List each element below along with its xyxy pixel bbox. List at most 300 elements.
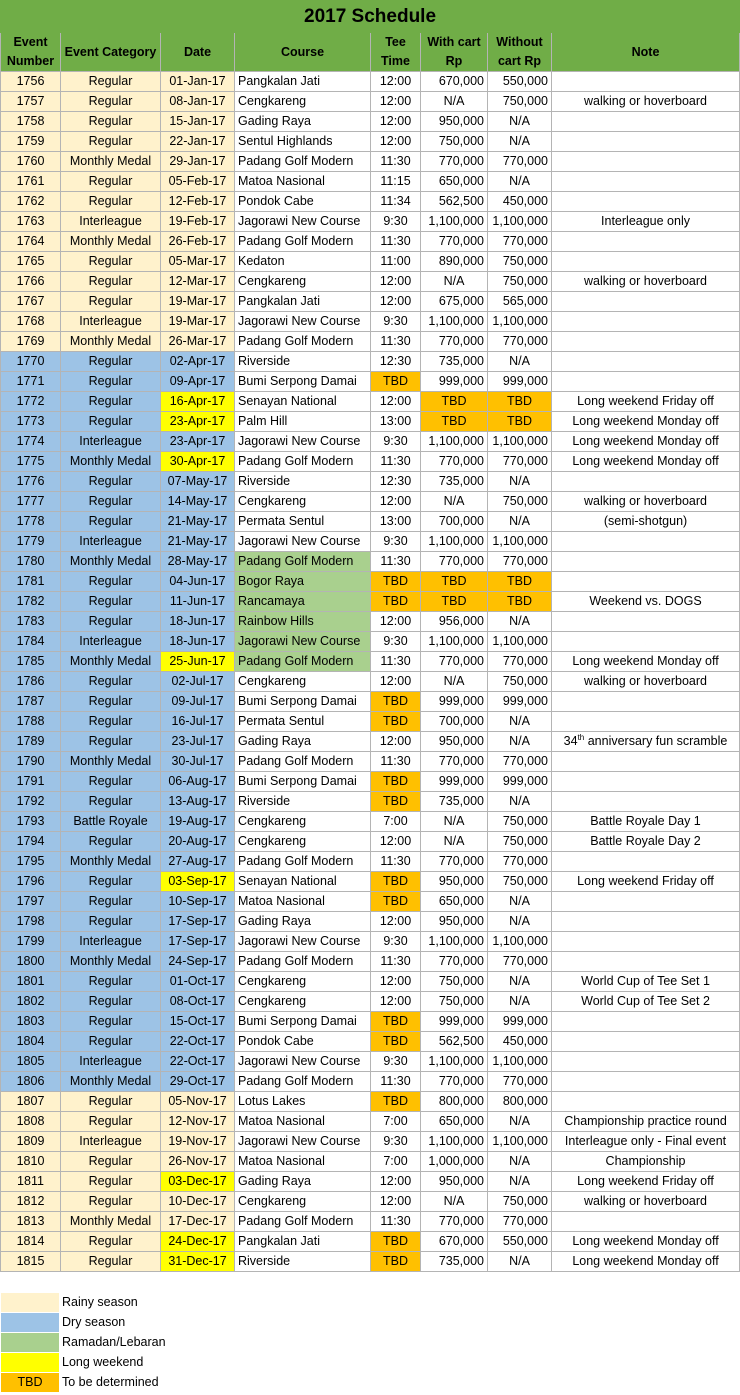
event-number-cell: 1787	[1, 692, 61, 712]
course-cell: Cengkareng	[235, 672, 371, 692]
without-cart-cell: N/A	[488, 992, 552, 1012]
tee-time-cell: 12:00	[371, 672, 421, 692]
note-cell: 34th anniversary fun scramble	[552, 732, 740, 752]
course-cell: Gading Raya	[235, 912, 371, 932]
date-cell: 17-Dec-17	[161, 1212, 235, 1232]
without-cart-cell: 770,000	[488, 1072, 552, 1092]
tee-time-cell: TBD	[371, 772, 421, 792]
table-row	[1, 532, 740, 552]
course-cell: Padang Golf Modern	[235, 952, 371, 972]
course-cell: Riverside	[235, 792, 371, 812]
tee-time-cell: 13:00	[371, 512, 421, 532]
course-cell: Cengkareng	[235, 992, 371, 1012]
without-cart-cell: 550,000	[488, 1232, 552, 1252]
date-cell: 16-Jul-17	[161, 712, 235, 732]
tee-time-cell: 7:00	[371, 1152, 421, 1172]
without-cart-cell: N/A	[488, 892, 552, 912]
date-cell: 30-Apr-17	[161, 452, 235, 472]
without-cart-cell: 770,000	[488, 952, 552, 972]
tee-time-cell: 12:00	[371, 392, 421, 412]
with-cart-cell: 1,100,000	[421, 212, 488, 232]
event-number-cell: 1807	[1, 1092, 61, 1112]
with-cart-cell: 700,000	[421, 512, 488, 532]
tee-time-cell: 9:30	[371, 932, 421, 952]
event-category-cell: Regular	[61, 1032, 161, 1052]
note-cell	[552, 612, 740, 632]
date-cell: 18-Jun-17	[161, 612, 235, 632]
course-cell: Matoa Nasional	[235, 1152, 371, 1172]
event-category-cell: Regular	[61, 872, 161, 892]
date-cell: 16-Apr-17	[161, 392, 235, 412]
course-cell: Jagorawi New Course	[235, 632, 371, 652]
date-cell: 03-Dec-17	[161, 1172, 235, 1192]
without-cart-cell: 770,000	[488, 552, 552, 572]
date-cell: 18-Jun-17	[161, 632, 235, 652]
note-cell	[552, 632, 740, 652]
event-category-cell: Regular	[61, 512, 161, 532]
table-row	[1, 712, 740, 732]
event-number-cell: 1780	[1, 552, 61, 572]
with-cart-cell: 950,000	[421, 1172, 488, 1192]
event-number-cell: 1773	[1, 412, 61, 432]
table-row	[1, 1032, 740, 1052]
table-row	[1, 412, 740, 432]
date-cell: 19-Aug-17	[161, 812, 235, 832]
tee-time-cell: 7:00	[371, 1112, 421, 1132]
without-cart-cell: 1,100,000	[488, 1052, 552, 1072]
tee-time-cell: 12:00	[371, 272, 421, 292]
note-cell	[552, 472, 740, 492]
course-cell: Jagorawi New Course	[235, 212, 371, 232]
note-cell: Long weekend Monday off	[552, 432, 740, 452]
event-category-cell: Regular	[61, 1232, 161, 1252]
note-cell	[552, 932, 740, 952]
table-row	[1, 72, 740, 92]
page-title: 2017 Schedule	[1, 1, 740, 33]
table-row	[1, 632, 740, 652]
date-cell: 19-Nov-17	[161, 1132, 235, 1152]
without-cart-cell: 1,100,000	[488, 1132, 552, 1152]
tee-time-cell: 12:00	[371, 132, 421, 152]
date-cell: 09-Jul-17	[161, 692, 235, 712]
event-number-cell: 1795	[1, 852, 61, 872]
date-cell: 11-Jun-17	[161, 592, 235, 612]
without-cart-cell: 770,000	[488, 232, 552, 252]
with-cart-cell: 750,000	[421, 992, 488, 1012]
date-cell: 24-Dec-17	[161, 1232, 235, 1252]
event-number-cell: 1797	[1, 892, 61, 912]
table-row	[1, 832, 740, 852]
date-cell: 12-Mar-17	[161, 272, 235, 292]
note-cell: World Cup of Tee Set 1	[552, 972, 740, 992]
date-cell: 26-Mar-17	[161, 332, 235, 352]
note-cell: Championship	[552, 1152, 740, 1172]
event-number-cell: 1806	[1, 1072, 61, 1092]
tee-time-cell: 9:30	[371, 532, 421, 552]
course-cell: Padang Golf Modern	[235, 1212, 371, 1232]
date-cell: 23-Apr-17	[161, 432, 235, 452]
date-cell: 29-Jan-17	[161, 152, 235, 172]
event-number-cell: 1771	[1, 372, 61, 392]
without-cart-cell: N/A	[488, 352, 552, 372]
tee-time-cell: TBD	[371, 372, 421, 392]
with-cart-cell: TBD	[421, 412, 488, 432]
course-cell: Jagorawi New Course	[235, 1132, 371, 1152]
date-cell: 07-May-17	[161, 472, 235, 492]
table-row	[1, 432, 740, 452]
course-cell: Pangkalan Jati	[235, 292, 371, 312]
with-cart-cell: 750,000	[421, 132, 488, 152]
course-cell: Jagorawi New Course	[235, 532, 371, 552]
tee-time-cell: 11:00	[371, 252, 421, 272]
table-row	[1, 252, 740, 272]
with-cart-cell: 735,000	[421, 472, 488, 492]
without-cart-cell: 800,000	[488, 1092, 552, 1112]
tee-time-cell: 12:00	[371, 72, 421, 92]
tee-time-cell: 12:00	[371, 912, 421, 932]
course-cell: Jagorawi New Course	[235, 312, 371, 332]
date-cell: 13-Aug-17	[161, 792, 235, 812]
course-cell: Jagorawi New Course	[235, 932, 371, 952]
without-cart-cell: 450,000	[488, 192, 552, 212]
course-cell: Bumi Serpong Damai	[235, 372, 371, 392]
course-cell: Gading Raya	[235, 1172, 371, 1192]
without-cart-cell: 770,000	[488, 1212, 552, 1232]
date-cell: 19-Mar-17	[161, 292, 235, 312]
date-cell: 01-Oct-17	[161, 972, 235, 992]
event-number-cell: 1774	[1, 432, 61, 452]
with-cart-cell: 950,000	[421, 732, 488, 752]
event-number-cell: 1812	[1, 1192, 61, 1212]
without-cart-cell: N/A	[488, 472, 552, 492]
event-number-cell: 1788	[1, 712, 61, 732]
course-cell: Senayan National	[235, 872, 371, 892]
course-cell: Palm Hill	[235, 412, 371, 432]
note-cell	[552, 292, 740, 312]
event-number-cell: 1790	[1, 752, 61, 772]
table-row	[1, 392, 740, 412]
tee-time-cell: 11:34	[371, 192, 421, 212]
with-cart-cell: 890,000	[421, 252, 488, 272]
event-number-cell: 1782	[1, 592, 61, 612]
table-row	[1, 112, 740, 132]
event-number-cell: 1770	[1, 352, 61, 372]
course-cell: Bumi Serpong Damai	[235, 692, 371, 712]
event-category-cell: Regular	[61, 1192, 161, 1212]
event-category-cell: Regular	[61, 692, 161, 712]
without-cart-cell: 999,000	[488, 692, 552, 712]
course-cell: Jagorawi New Course	[235, 432, 371, 452]
note-cell: World Cup of Tee Set 2	[552, 992, 740, 1012]
event-category-cell: Regular	[61, 272, 161, 292]
event-category-cell: Regular	[61, 792, 161, 812]
note-cell	[552, 192, 740, 212]
course-cell: Padang Golf Modern	[235, 232, 371, 252]
header-event-category: Event Category	[61, 33, 161, 72]
course-cell: Rancamaya	[235, 592, 371, 612]
event-category-cell: Interleague	[61, 932, 161, 952]
table-row	[1, 292, 740, 312]
course-cell: Matoa Nasional	[235, 172, 371, 192]
with-cart-cell: 750,000	[421, 972, 488, 992]
tee-time-cell: 9:30	[371, 632, 421, 652]
note-cell	[552, 952, 740, 972]
event-number-cell: 1802	[1, 992, 61, 1012]
tee-time-cell: 12:30	[371, 352, 421, 372]
course-cell: Cengkareng	[235, 832, 371, 852]
without-cart-cell: 770,000	[488, 332, 552, 352]
course-cell: Bogor Raya	[235, 572, 371, 592]
note-cell	[552, 712, 740, 732]
date-cell: 24-Sep-17	[161, 952, 235, 972]
tee-time-cell: 11:30	[371, 332, 421, 352]
date-cell: 15-Oct-17	[161, 1012, 235, 1032]
event-category-cell: Regular	[61, 392, 161, 412]
note-cell: Interleague only	[552, 212, 740, 232]
course-cell: Padang Golf Modern	[235, 152, 371, 172]
with-cart-cell: 1,100,000	[421, 632, 488, 652]
course-cell: Rainbow Hills	[235, 612, 371, 632]
with-cart-cell: 562,500	[421, 192, 488, 212]
tee-time-cell: 12:00	[371, 1172, 421, 1192]
with-cart-cell: 999,000	[421, 772, 488, 792]
event-number-cell: 1803	[1, 1012, 61, 1032]
note-cell: (semi-shotgun)	[552, 512, 740, 532]
note-cell	[552, 72, 740, 92]
with-cart-cell: 950,000	[421, 912, 488, 932]
event-number-cell: 1776	[1, 472, 61, 492]
table-row	[1, 872, 740, 892]
with-cart-cell: N/A	[421, 492, 488, 512]
event-category-cell: Regular	[61, 732, 161, 752]
with-cart-cell: 770,000	[421, 752, 488, 772]
with-cart-cell: N/A	[421, 1192, 488, 1212]
event-number-cell: 1793	[1, 812, 61, 832]
event-number-cell: 1815	[1, 1252, 61, 1272]
header-event-number: Event Number	[1, 33, 61, 72]
without-cart-cell: TBD	[488, 572, 552, 592]
date-cell: 20-Aug-17	[161, 832, 235, 852]
tee-time-cell: 12:00	[371, 1192, 421, 1212]
event-number-cell: 1809	[1, 1132, 61, 1152]
with-cart-cell: 770,000	[421, 232, 488, 252]
event-category-cell: Regular	[61, 1092, 161, 1112]
with-cart-cell: 800,000	[421, 1092, 488, 1112]
table-row	[1, 1232, 740, 1252]
with-cart-cell: 770,000	[421, 552, 488, 572]
date-cell: 26-Nov-17	[161, 1152, 235, 1172]
event-category-cell: Monthly Medal	[61, 452, 161, 472]
with-cart-cell: 735,000	[421, 792, 488, 812]
event-number-cell: 1761	[1, 172, 61, 192]
event-number-cell: 1805	[1, 1052, 61, 1072]
tee-time-cell: TBD	[371, 1232, 421, 1252]
course-cell: Gading Raya	[235, 732, 371, 752]
event-number-cell: 1781	[1, 572, 61, 592]
event-number-cell: 1760	[1, 152, 61, 172]
event-category-cell: Regular	[61, 1252, 161, 1272]
note-cell: walking or hoverboard	[552, 492, 740, 512]
with-cart-cell: 770,000	[421, 1212, 488, 1232]
event-number-cell: 1758	[1, 112, 61, 132]
with-cart-cell: N/A	[421, 92, 488, 112]
event-category-cell: Interleague	[61, 1052, 161, 1072]
with-cart-cell: N/A	[421, 272, 488, 292]
event-category-cell: Regular	[61, 92, 161, 112]
with-cart-cell: 956,000	[421, 612, 488, 632]
event-category-cell: Regular	[61, 412, 161, 432]
date-cell: 10-Sep-17	[161, 892, 235, 912]
tee-time-cell: 11:30	[371, 452, 421, 472]
header-without-cart: Without cart Rp	[488, 33, 552, 72]
event-number-cell: 1768	[1, 312, 61, 332]
without-cart-cell: 450,000	[488, 1032, 552, 1052]
table-row	[1, 1252, 740, 1272]
course-cell: Jagorawi New Course	[235, 1052, 371, 1072]
note-cell	[552, 532, 740, 552]
event-number-cell: 1792	[1, 792, 61, 812]
event-category-cell: Regular	[61, 472, 161, 492]
note-cell	[552, 312, 740, 332]
without-cart-cell: N/A	[488, 1252, 552, 1272]
legend-swatch-tbd: TBD	[1, 1373, 59, 1392]
without-cart-cell: TBD	[488, 392, 552, 412]
note-cell: walking or hoverboard	[552, 92, 740, 112]
date-cell: 27-Aug-17	[161, 852, 235, 872]
date-cell: 10-Dec-17	[161, 1192, 235, 1212]
table-row	[1, 732, 740, 752]
tee-time-cell: 12:00	[371, 492, 421, 512]
note-cell	[552, 152, 740, 172]
without-cart-cell: 750,000	[488, 672, 552, 692]
tee-time-cell: TBD	[371, 712, 421, 732]
course-cell: Matoa Nasional	[235, 892, 371, 912]
event-category-cell: Regular	[61, 832, 161, 852]
event-number-cell: 1798	[1, 912, 61, 932]
note-cell	[552, 132, 740, 152]
tee-time-cell: 11:30	[371, 232, 421, 252]
event-category-cell: Interleague	[61, 212, 161, 232]
date-cell: 19-Mar-17	[161, 312, 235, 332]
tee-time-cell: TBD	[371, 592, 421, 612]
event-number-cell: 1800	[1, 952, 61, 972]
event-number-cell: 1784	[1, 632, 61, 652]
event-category-cell: Interleague	[61, 632, 161, 652]
note-cell	[552, 1032, 740, 1052]
tee-time-cell: TBD	[371, 1032, 421, 1052]
without-cart-cell: 770,000	[488, 452, 552, 472]
event-category-cell: Regular	[61, 252, 161, 272]
with-cart-cell: 999,000	[421, 372, 488, 392]
event-number-cell: 1762	[1, 192, 61, 212]
event-category-cell: Interleague	[61, 432, 161, 452]
tee-time-cell: 13:00	[371, 412, 421, 432]
table-row	[1, 92, 740, 112]
with-cart-cell: 1,100,000	[421, 1132, 488, 1152]
event-category-cell: Regular	[61, 72, 161, 92]
event-category-cell: Interleague	[61, 312, 161, 332]
course-cell: Bumi Serpong Damai	[235, 772, 371, 792]
event-number-cell: 1766	[1, 272, 61, 292]
date-cell: 03-Sep-17	[161, 872, 235, 892]
table-row	[1, 172, 740, 192]
table-row	[1, 592, 740, 612]
note-cell	[552, 572, 740, 592]
date-cell: 21-May-17	[161, 512, 235, 532]
date-cell: 17-Sep-17	[161, 912, 235, 932]
event-category-cell: Regular	[61, 972, 161, 992]
table-row	[1, 852, 740, 872]
course-cell: Riverside	[235, 1252, 371, 1272]
event-category-cell: Regular	[61, 352, 161, 372]
table-row	[1, 212, 740, 232]
tee-time-cell: TBD	[371, 792, 421, 812]
without-cart-cell: 1,100,000	[488, 212, 552, 232]
course-cell: Pangkalan Jati	[235, 72, 371, 92]
table-row	[1, 312, 740, 332]
table-row	[1, 512, 740, 532]
with-cart-cell: 999,000	[421, 1012, 488, 1032]
event-category-cell: Interleague	[61, 1132, 161, 1152]
course-cell: Padang Golf Modern	[235, 1072, 371, 1092]
legend-swatch-long	[1, 1353, 59, 1372]
event-number-cell: 1801	[1, 972, 61, 992]
event-number-cell: 1789	[1, 732, 61, 752]
event-category-cell: Regular	[61, 1112, 161, 1132]
header-tee-time: Tee Time	[371, 33, 421, 72]
note-cell: Battle Royale Day 2	[552, 832, 740, 852]
table-row	[1, 132, 740, 152]
date-cell: 08-Jan-17	[161, 92, 235, 112]
event-number-cell: 1794	[1, 832, 61, 852]
event-category-cell: Interleague	[61, 532, 161, 552]
date-cell: 01-Jan-17	[161, 72, 235, 92]
tee-time-cell: 11:30	[371, 952, 421, 972]
table-row	[1, 232, 740, 252]
table-row	[1, 452, 740, 472]
without-cart-cell: 770,000	[488, 752, 552, 772]
table-row	[1, 992, 740, 1012]
course-cell: Pondok Cabe	[235, 1032, 371, 1052]
legend-swatch-dry	[1, 1313, 59, 1332]
tee-time-cell: TBD	[371, 892, 421, 912]
date-cell: 21-May-17	[161, 532, 235, 552]
date-cell: 12-Feb-17	[161, 192, 235, 212]
with-cart-cell: 735,000	[421, 1252, 488, 1272]
table-row	[1, 152, 740, 172]
course-cell: Kedaton	[235, 252, 371, 272]
course-cell: Bumi Serpong Damai	[235, 1012, 371, 1032]
event-category-cell: Regular	[61, 192, 161, 212]
tee-time-cell: 9:30	[371, 212, 421, 232]
tee-time-cell: 12:00	[371, 992, 421, 1012]
without-cart-cell: 1,100,000	[488, 432, 552, 452]
table-row	[1, 492, 740, 512]
tee-time-cell: 12:00	[371, 112, 421, 132]
event-number-cell: 1759	[1, 132, 61, 152]
without-cart-cell: 750,000	[488, 492, 552, 512]
header-course: Course	[235, 33, 371, 72]
note-cell: Long weekend Monday off	[552, 652, 740, 672]
date-cell: 29-Oct-17	[161, 1072, 235, 1092]
course-cell: Padang Golf Modern	[235, 452, 371, 472]
event-number-cell: 1778	[1, 512, 61, 532]
event-number-cell: 1767	[1, 292, 61, 312]
without-cart-cell: 1,100,000	[488, 532, 552, 552]
note-cell: Long weekend Monday off	[552, 1232, 740, 1252]
date-cell: 25-Jun-17	[161, 652, 235, 672]
with-cart-cell: 1,100,000	[421, 932, 488, 952]
